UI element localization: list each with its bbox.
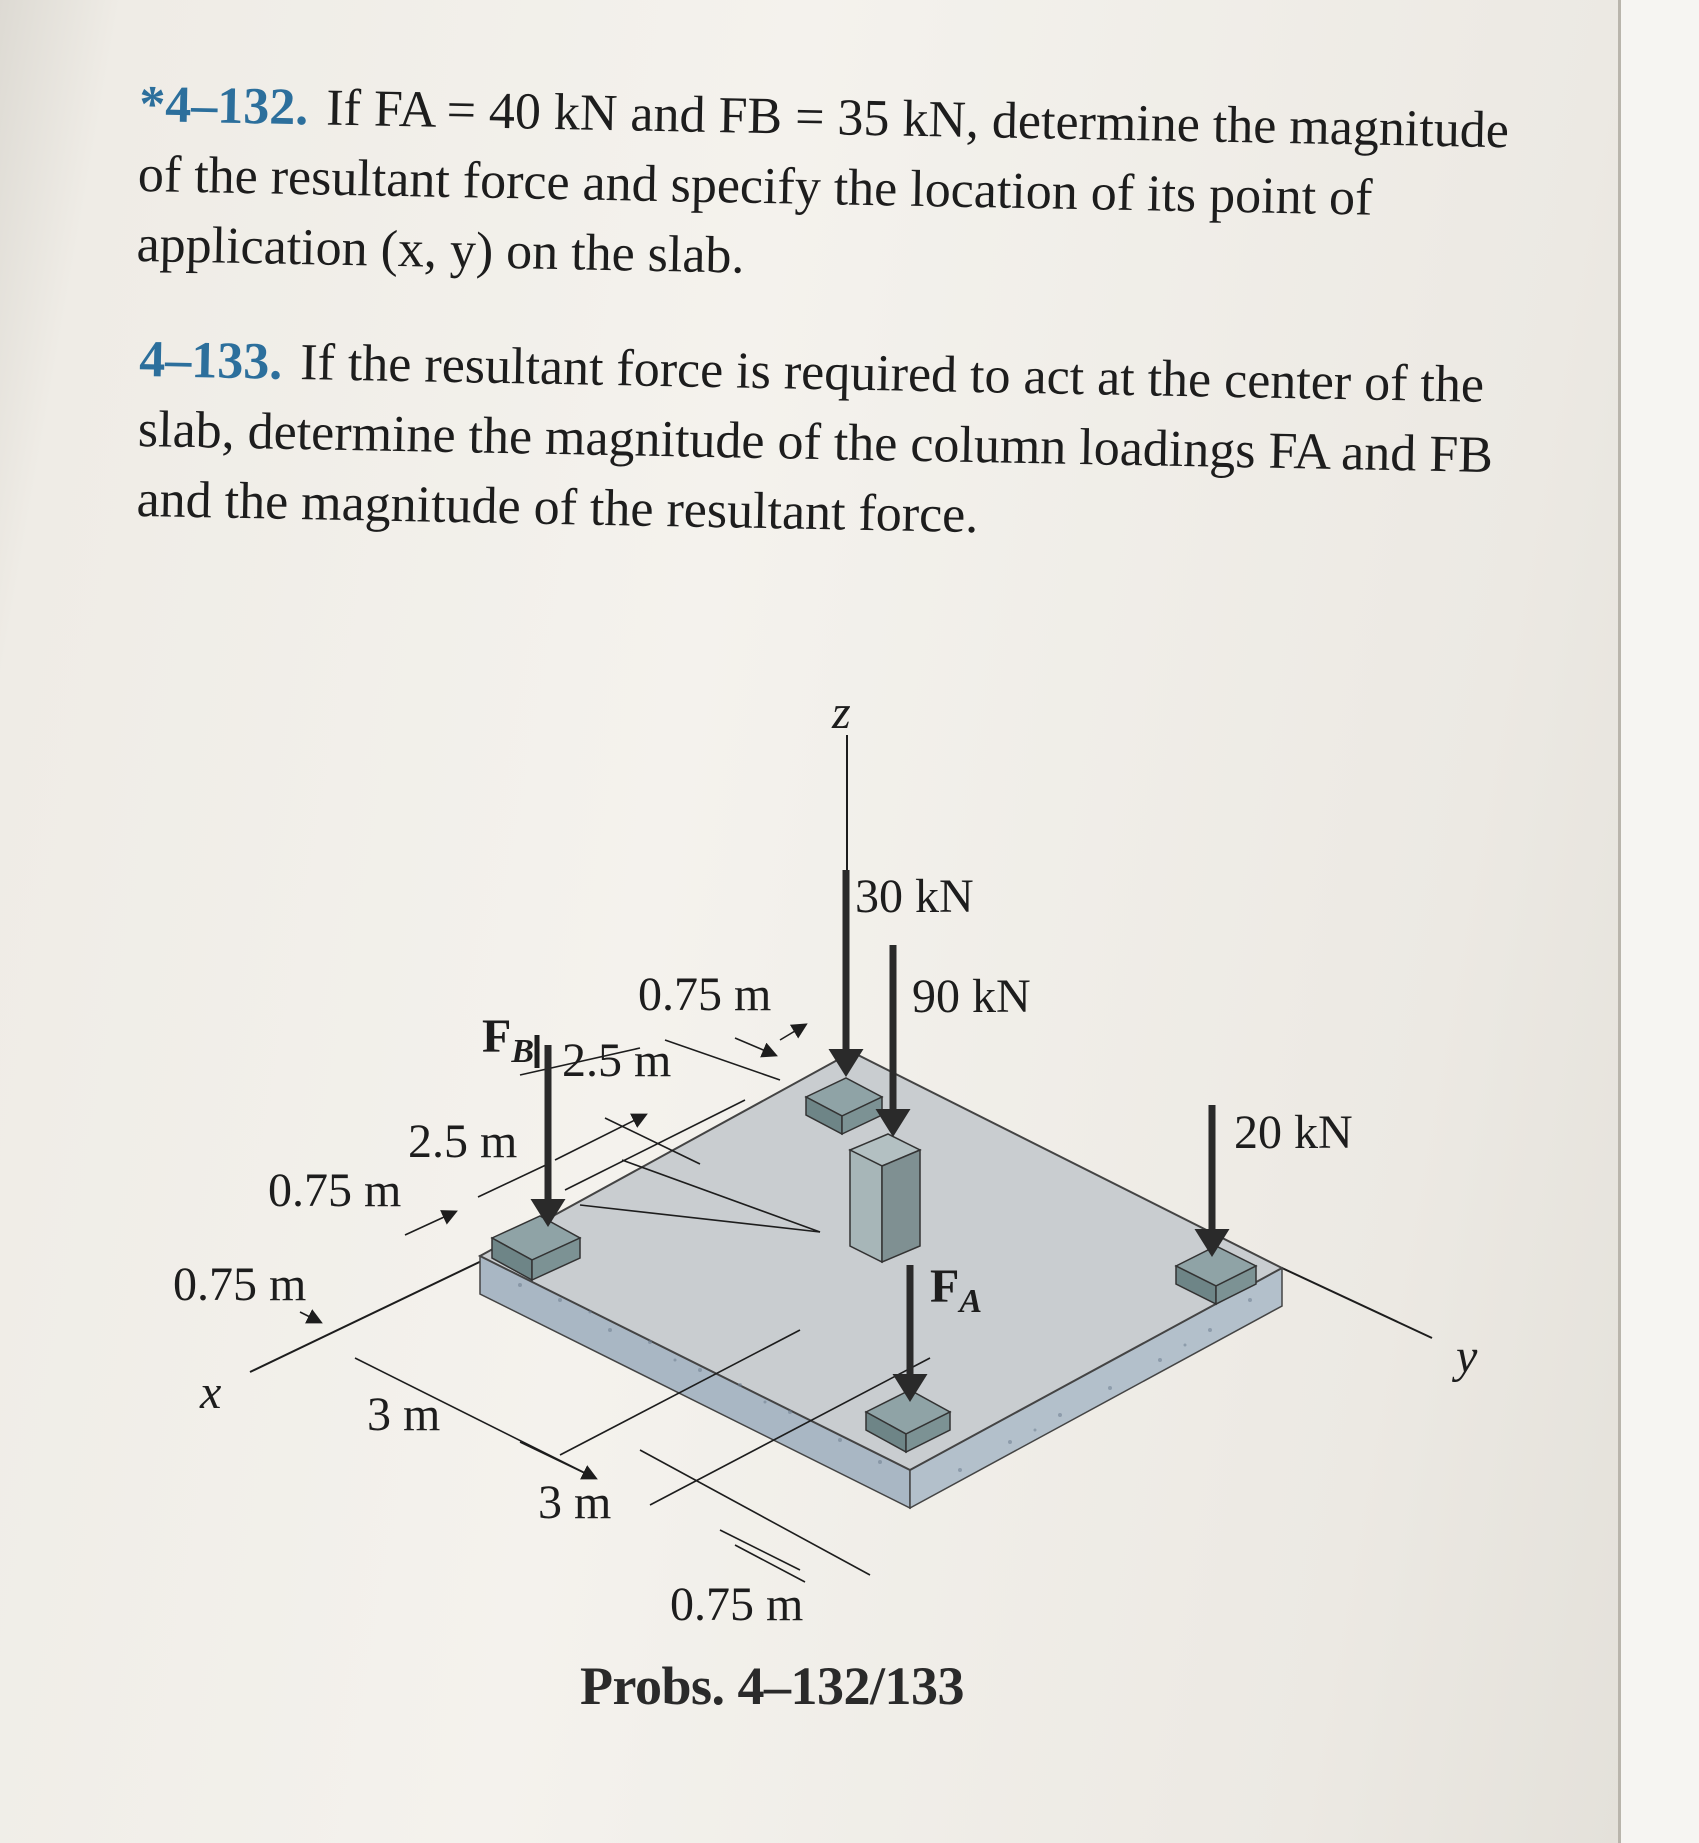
problem-number: *4–132. — [138, 75, 309, 137]
problem-text: If the resultant force is required to act at the center of the slab, determine the magnitude of the column loadings FA and FB and the magnitude of the resultant force. — [136, 334, 1507, 545]
z-axis-label: z — [832, 686, 851, 739]
dim-left-0-75m-a: 0.75 m — [268, 1164, 402, 1217]
dim-bottom-3m-b: 3 m — [538, 1476, 612, 1529]
dim-left-2-5m: 2.5 m — [408, 1115, 518, 1168]
dim-top-2-5m: 2.5 m — [562, 1034, 672, 1087]
x-axis-label: x — [200, 1366, 222, 1419]
central-column — [850, 1134, 920, 1262]
dim-left-0-75m-b: 0.75 m — [173, 1258, 307, 1311]
load-90kN-label: 90 kN — [912, 970, 1031, 1023]
dim-bottom-0-75m: 0.75 m — [670, 1578, 804, 1631]
fa-label: $F_A$ — [930, 1260, 983, 1320]
dim-bottom-3m-a: 3 m — [367, 1388, 441, 1441]
problem-text: If FA = 40 kN and FB = 35 kN, determine the magnitude of the resultant force and specify the location of its point of application (x, y) on the slab. — [136, 79, 1523, 285]
load-30kN-label: 30 kN — [855, 870, 974, 923]
dim-top-0-75m: 0.75 m — [638, 968, 772, 1021]
y-axis — [1282, 1268, 1432, 1338]
load-20kN-label: 20 kN — [1234, 1106, 1353, 1159]
problem-number: 4–133. — [138, 330, 283, 391]
figure-caption: Probs. 4–132/133 — [580, 1656, 965, 1716]
y-axis-label: y — [1456, 1330, 1478, 1383]
fb-label: $F_B$ — [482, 1010, 535, 1070]
